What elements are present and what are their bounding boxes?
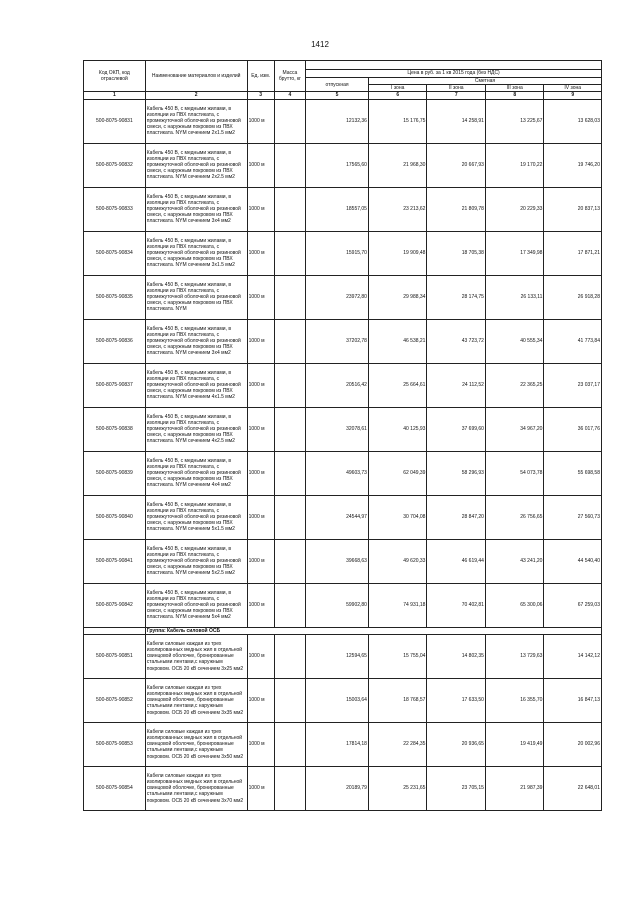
cell-zone1-price: 19 909,48 <box>368 231 427 275</box>
cell-mass <box>274 99 305 143</box>
cell-zone1-price: 15 176,75 <box>368 99 427 143</box>
table-row <box>84 451 602 495</box>
cell-zone3-price: 17 349,98 <box>485 231 544 275</box>
cell-unit: 1000 м <box>247 363 274 407</box>
cell-unit: 1000 м <box>247 407 274 451</box>
page-number: 1412 <box>311 40 329 49</box>
cell-zone3-price: 26 756,65 <box>485 495 544 539</box>
cell-zone3-price: 40 555,34 <box>485 319 544 363</box>
cell-zone3-price: 19 419,49 <box>485 722 544 766</box>
cell-zone2-price: 58 296,93 <box>427 451 486 495</box>
cell-unit: 1000 м <box>247 143 274 187</box>
col-number: 3 <box>247 92 274 99</box>
cell-zone2-price: 28 847,20 <box>427 495 486 539</box>
header-top-blank <box>306 61 602 70</box>
cell-zone1-price: 25 231,65 <box>368 766 427 810</box>
cell-mass <box>274 231 305 275</box>
cell-name: Кабель 450 В, с медными жилами, в изоляции из ПВХ пластиката, с промежуточной оболочкой из резиновой смеси, с наружным покровом из ПВХ пластиката. NYM сечением 3х4 мм2 <box>145 319 247 363</box>
cell-mass <box>274 319 305 363</box>
cell-release-price: 49603,73 <box>306 451 369 495</box>
cell-unit: 1000 м <box>247 495 274 539</box>
cell-release-price: 17565,60 <box>306 143 369 187</box>
cell-name: Кабель 450 В, с медными жилами, в изоляции из ПВХ пластиката, с промежуточной оболочкой из резиновой смеси, с наружным покровом из ПВХ пластиката. NYM сечением 5х4 мм2 <box>145 583 247 627</box>
header-price-group: Цена в руб. за 1 кв 2015 года (без НДС) <box>306 70 602 78</box>
cell-release-price: 20189,79 <box>306 766 369 810</box>
cell-code: 500-8075-90834 <box>84 231 146 275</box>
cell-zone3-price: 21 987,39 <box>485 766 544 810</box>
cell-zone4-price: 20 002,96 <box>544 722 602 766</box>
header-estimate: Сметная <box>368 78 601 85</box>
cell-name: Кабель 450 В, с медными жилами, в изоляции из ПВХ пластиката, с промежуточной оболочкой из резиновой смеси, с наружным покровом из ПВХ пластиката. NYM сечением 3х4 мм2 <box>145 187 247 231</box>
cell-code: 500-8075-90838 <box>84 407 146 451</box>
cell-mass <box>274 539 305 583</box>
cell-zone2-price: 14 802,35 <box>427 634 486 678</box>
cell-code: 500-8075-90837 <box>84 363 146 407</box>
cell-name: Кабель 450 В, с медными жилами, в изоляции из ПВХ пластиката, с промежуточной оболочкой из резиновой смеси, с наружным покровом из ПВХ пластиката. NYM <box>145 275 247 319</box>
cell-release-price: 18557,05 <box>306 187 369 231</box>
cell-unit: 1000 м <box>247 634 274 678</box>
cell-zone2-price: 28 174,75 <box>427 275 486 319</box>
table-row <box>84 495 602 539</box>
cell-mass <box>274 634 305 678</box>
cell-code: 500-8075-90854 <box>84 766 146 810</box>
cell-code: 500-8075-90831 <box>84 99 146 143</box>
cell-zone2-price: 24 112,52 <box>427 363 486 407</box>
cell-zone1-price: 22 284,35 <box>368 722 427 766</box>
header-unit: Ед. изм. <box>247 61 274 92</box>
cell-zone3-price: 54 073,78 <box>485 451 544 495</box>
cell-zone4-price: 20 837,13 <box>544 187 602 231</box>
cell-zone4-price: 27 560,73 <box>544 495 602 539</box>
cell-mass <box>274 275 305 319</box>
cell-zone2-price: 17 633,50 <box>427 678 486 722</box>
cell-zone2-price: 43 723,72 <box>427 319 486 363</box>
cell-zone3-price: 43 241,20 <box>485 539 544 583</box>
cell-release-price: 23972,80 <box>306 275 369 319</box>
cell-unit: 1000 м <box>247 722 274 766</box>
cell-zone1-price: 29 988,34 <box>368 275 427 319</box>
table-row <box>84 634 602 678</box>
table-row <box>84 275 602 319</box>
cell-zone1-price: 30 704,08 <box>368 495 427 539</box>
cell-unit: 1000 м <box>247 319 274 363</box>
cell-zone1-price: 18 768,57 <box>368 678 427 722</box>
cell-mass <box>274 495 305 539</box>
cell-zone3-price: 16 355,70 <box>485 678 544 722</box>
cell-zone3-price: 26 133,11 <box>485 275 544 319</box>
table-row <box>84 143 602 187</box>
cell-name: Кабель 450 В, с медными жилами, в изоляции из ПВХ пластиката, с промежуточной оболочкой из резиновой смеси, с наружным покровом из ПВХ пластиката. NYM сечением 2х2.5 мм2 <box>145 143 247 187</box>
cell-zone1-price: 15 755,04 <box>368 634 427 678</box>
col-number: 7 <box>427 92 486 99</box>
cell-release-price: 32078,61 <box>306 407 369 451</box>
cell-mass <box>274 187 305 231</box>
cell-name: Кабель 450 В, с медными жилами, в изоляции из ПВХ пластиката, с промежуточной оболочкой из резиновой смеси, с наружным покровом из ПВХ пластиката. NYM сечением 5х1.5 мм2 <box>145 495 247 539</box>
cell-zone3-price: 34 967,20 <box>485 407 544 451</box>
group-code-cell <box>84 627 146 634</box>
cell-mass <box>274 363 305 407</box>
table-row <box>84 99 602 143</box>
cell-code: 500-8075-90836 <box>84 319 146 363</box>
cell-zone3-price: 13 729,63 <box>485 634 544 678</box>
cell-mass <box>274 143 305 187</box>
table-row <box>84 231 602 275</box>
cell-zone2-price: 46 619,44 <box>427 539 486 583</box>
table-row <box>84 363 602 407</box>
cell-zone1-price: 25 664,61 <box>368 363 427 407</box>
cell-zone2-price: 14 258,91 <box>427 99 486 143</box>
cell-release-price: 20516,42 <box>306 363 369 407</box>
col-number: 6 <box>368 92 427 99</box>
cell-release-price: 12132,36 <box>306 99 369 143</box>
cell-unit: 1000 м <box>247 539 274 583</box>
cell-zone2-price: 20 667,93 <box>427 143 486 187</box>
cell-zone2-price: 37 699,60 <box>427 407 486 451</box>
cell-unit: 1000 м <box>247 99 274 143</box>
cell-mass <box>274 678 305 722</box>
cell-unit: 1000 м <box>247 231 274 275</box>
cell-release-price: 12594,65 <box>306 634 369 678</box>
cell-release-price: 15003,64 <box>306 678 369 722</box>
table-row <box>84 583 602 627</box>
header-release: отпускная <box>306 78 369 92</box>
table-header <box>84 61 602 100</box>
cell-name: Кабели силовые каждая из трех изолированных медных жил в отдельной свинцовой оболочке, бронированные стальными лентами,с наружным покровом. ОСБ 20 кВ сечением 3х25 мм2 <box>145 634 247 678</box>
cell-zone1-price: 40 125,93 <box>368 407 427 451</box>
cell-zone2-price: 18 705,38 <box>427 231 486 275</box>
cell-code: 500-8075-90841 <box>84 539 146 583</box>
cell-release-price: 39668,63 <box>306 539 369 583</box>
table-body-nym <box>84 99 602 627</box>
cell-zone4-price: 23 037,17 <box>544 363 602 407</box>
cell-code: 500-8075-90839 <box>84 451 146 495</box>
column-numbers-row <box>84 92 602 99</box>
col-number: 4 <box>274 92 305 99</box>
cell-code: 500-8075-90832 <box>84 143 146 187</box>
cell-zone4-price: 19 746,20 <box>544 143 602 187</box>
cell-zone1-price: 49 620,33 <box>368 539 427 583</box>
cell-unit: 1000 м <box>247 187 274 231</box>
header-name: Наименование материалов и изделий <box>145 61 247 92</box>
cell-name: Кабель 450 В, с медными жилами, в изоляции из ПВХ пластиката, с промежуточной оболочкой из резиновой смеси, с наружным покровом из ПВХ пластиката. NYM сечением 3х1.5 мм2 <box>145 231 247 275</box>
table-body-osb <box>84 634 602 810</box>
cell-mass <box>274 722 305 766</box>
header-code: Код ОКП, код отраслевой <box>84 61 146 92</box>
cell-zone2-price: 21 809,78 <box>427 187 486 231</box>
table-row <box>84 407 602 451</box>
cell-zone4-price: 16 847,13 <box>544 678 602 722</box>
header-zone1: I зона <box>368 85 427 92</box>
cell-name: Кабель 450 В, с медными жилами, в изоляции из ПВХ пластиката, с промежуточной оболочкой из резиновой смеси, с наружным покровом из ПВХ пластиката. NYM сечением 4х2.5 мм2 <box>145 407 247 451</box>
cell-zone4-price: 22 648,01 <box>544 766 602 810</box>
table-row <box>84 187 602 231</box>
cell-unit: 1000 м <box>247 451 274 495</box>
cell-zone1-price: 74 931,18 <box>368 583 427 627</box>
cell-zone4-price: 55 698,58 <box>544 451 602 495</box>
cell-zone2-price: 20 936,65 <box>427 722 486 766</box>
cell-zone4-price: 26 918,28 <box>544 275 602 319</box>
cell-zone4-price: 44 540,40 <box>544 539 602 583</box>
cell-zone3-price: 22 365,25 <box>485 363 544 407</box>
header-zone4: IV зона <box>544 85 602 92</box>
cell-mass <box>274 766 305 810</box>
cell-zone4-price: 13 628,03 <box>544 99 602 143</box>
cell-name: Кабель 450 В, с медными жилами, в изоляции из ПВХ пластиката, с промежуточной оболочкой из резиновой смеси, с наружным покровом из ПВХ пластиката. NYM сечением 5х2.5 мм2 <box>145 539 247 583</box>
cell-unit: 1000 м <box>247 275 274 319</box>
col-number: 8 <box>485 92 544 99</box>
header-zone3: III зона <box>485 85 544 92</box>
cell-code: 500-8075-90852 <box>84 678 146 722</box>
cell-zone3-price: 20 229,33 <box>485 187 544 231</box>
cell-code: 500-8075-90833 <box>84 187 146 231</box>
cell-zone4-price: 14 142,12 <box>544 634 602 678</box>
cell-code: 500-8075-90853 <box>84 722 146 766</box>
table-row <box>84 722 602 766</box>
cell-code: 500-8075-90840 <box>84 495 146 539</box>
cell-mass <box>274 407 305 451</box>
cell-zone1-price: 62 049,39 <box>368 451 427 495</box>
cell-zone1-price: 21 968,30 <box>368 143 427 187</box>
cell-code: 500-8075-90842 <box>84 583 146 627</box>
cell-zone4-price: 41 773,84 <box>544 319 602 363</box>
cell-release-price: 37202,78 <box>306 319 369 363</box>
cell-release-price: 24544,97 <box>306 495 369 539</box>
cell-release-price: 15915,70 <box>306 231 369 275</box>
cell-unit: 1000 м <box>247 583 274 627</box>
cell-mass <box>274 583 305 627</box>
price-table <box>83 60 602 811</box>
cell-zone4-price: 67 259,03 <box>544 583 602 627</box>
cell-name: Кабели силовые каждая из трех изолированных медных жил в отдельной свинцовой оболочке, бронированные стальными лентами,с наружным покровом. ОСБ 20 кВ сечением 3х35 мм2 <box>145 678 247 722</box>
cell-zone3-price: 65 300,06 <box>485 583 544 627</box>
cell-zone3-price: 19 170,22 <box>485 143 544 187</box>
cell-zone2-price: 23 705,15 <box>427 766 486 810</box>
col-number: 2 <box>145 92 247 99</box>
cell-zone3-price: 13 225,67 <box>485 99 544 143</box>
header-mass: Масса брутто, кг <box>274 61 305 92</box>
table-row <box>84 678 602 722</box>
cell-zone2-price: 70 402,81 <box>427 583 486 627</box>
cell-name: Кабель 450 В, с медными жилами, в изоляции из ПВХ пластиката, с промежуточной оболочкой из резиновой смеси, с наружным покровом из ПВХ пластиката. NYM сечением 4х1.5 мм2 <box>145 363 247 407</box>
group-label: Группа: Кабель силовой ОСБ <box>145 627 601 634</box>
col-number: 9 <box>544 92 602 99</box>
header-zone2: II зона <box>427 85 486 92</box>
cell-zone4-price: 17 871,21 <box>544 231 602 275</box>
cell-release-price: 17814,18 <box>306 722 369 766</box>
group-section <box>84 627 602 634</box>
table-row <box>84 539 602 583</box>
cell-name: Кабели силовые каждая из трех изолированных медных жил в отдельной свинцовой оболочке, бронированные стальными лентами,с наружным покровом. ОСБ 20 кВ сечением 3х50 мм2 <box>145 722 247 766</box>
col-number: 5 <box>306 92 369 99</box>
cell-unit: 1000 м <box>247 678 274 722</box>
table-row <box>84 319 602 363</box>
cell-name: Кабель 450 В, с медными жилами, в изоляции из ПВХ пластиката, с промежуточной оболочкой из резиновой смеси, с наружным покровом из ПВХ пластиката. NYM сечением 4х4 мм2 <box>145 451 247 495</box>
cell-release-price: 59902,80 <box>306 583 369 627</box>
table-row <box>84 766 602 810</box>
cell-name: Кабели силовые каждая из трех изолированных медных жил в отдельной свинцовой оболочке, бронированные стальными лентами,с наружным покровом. ОСБ 20 кВ сечением 3х70 мм2 <box>145 766 247 810</box>
cell-unit: 1000 м <box>247 766 274 810</box>
cell-zone1-price: 46 538,21 <box>368 319 427 363</box>
col-number: 1 <box>84 92 146 99</box>
cell-mass <box>274 451 305 495</box>
group-row <box>84 627 602 634</box>
cell-code: 500-8075-90851 <box>84 634 146 678</box>
cell-name: Кабель 450 В, с медными жилами, в изоляции из ПВХ пластиката, с промежуточной оболочкой из резиновой смеси, с наружным покровом из ПВХ пластиката. NYM сечением 2х1.5 мм2 <box>145 99 247 143</box>
cell-zone1-price: 23 213,62 <box>368 187 427 231</box>
cell-code: 500-8075-90835 <box>84 275 146 319</box>
cell-zone4-price: 36 017,76 <box>544 407 602 451</box>
